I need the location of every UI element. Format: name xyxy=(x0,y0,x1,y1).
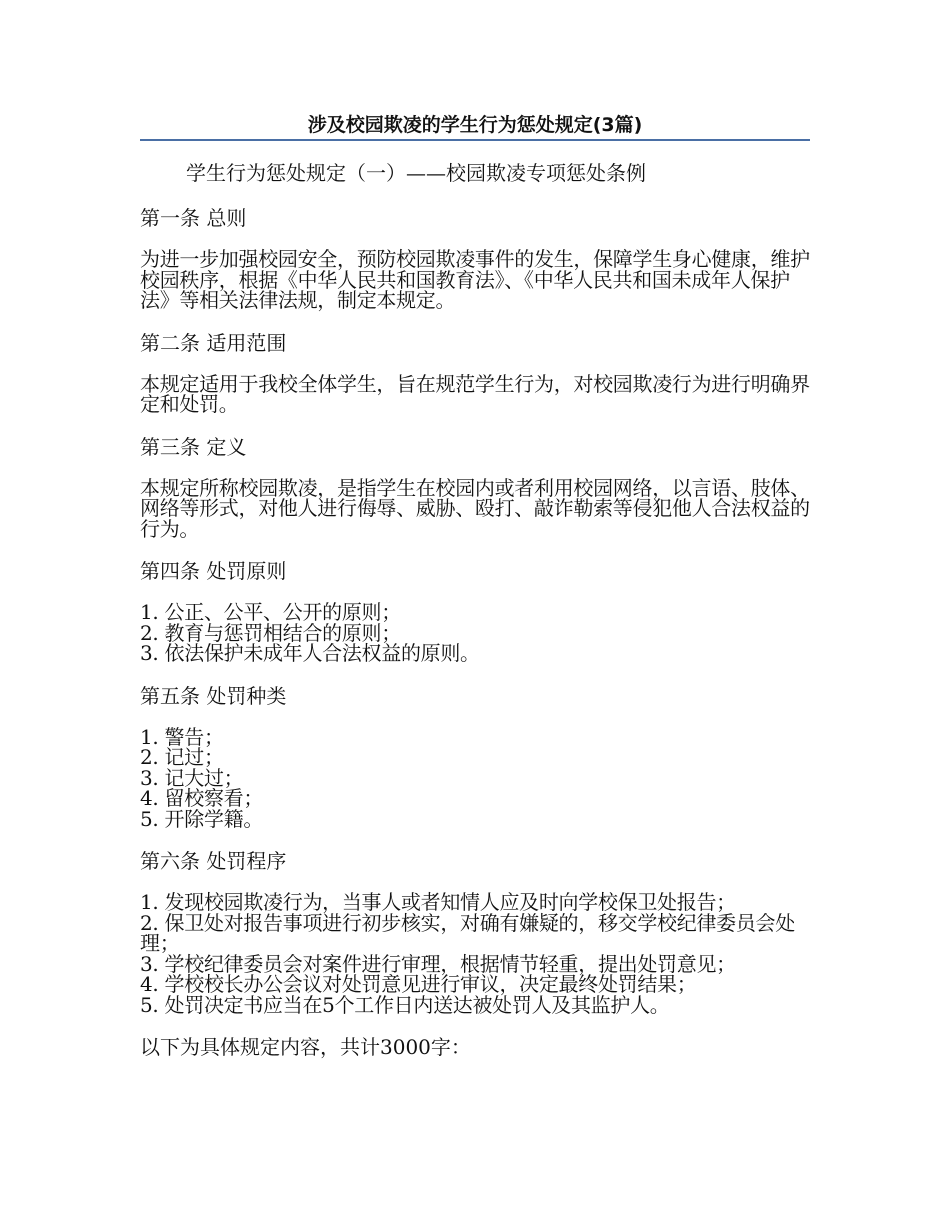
document-subtitle: 学生行为惩处规定（一）——校园欺凌专项惩处条例 xyxy=(186,161,646,185)
list-item: 2. 保卫处对报告事项进行初步核实，对确有嫌疑的，移交学校纪律委员会处理； xyxy=(140,910,795,955)
article-2-heading: 第二条 适用范围 xyxy=(140,330,287,355)
article-5-list xyxy=(140,724,810,831)
article-1-heading: 第一条 总则 xyxy=(140,206,247,230)
article-3-heading: 第三条 定义 xyxy=(140,434,247,459)
list-item: 3. 学校纪律委员会对案件进行审理，根据情节轻重，提出处罚意见； xyxy=(140,951,736,976)
article-4-heading: 第四条 处罚原则 xyxy=(140,559,287,583)
list-item: 2. 教育与惩罚相结合的原则； xyxy=(140,620,401,645)
list-item: 3. 依法保护未成年人合法权益的原则。 xyxy=(140,641,480,665)
article-3-text: 本规定所称校园欺凌，是指学生在校园内或者利用校园网络，以言语、肢体、网络等形式，对他人进行侮辱、威胁、殴打、敲诈勒索等侵犯他人合法权益的行为。 xyxy=(140,475,810,541)
list-item: 3. 记大过； xyxy=(140,765,244,790)
list-item: 5. 处罚决定书应当在5个工作日内送达被处罚人及其监护人。 xyxy=(140,992,670,1017)
list-item: 1. 警告； xyxy=(140,724,224,749)
article-6-heading: 第六条 处罚程序 xyxy=(140,849,287,873)
list-item: 4. 学校校长办公会议对处罚意见进行审议，决定最终处罚结果； xyxy=(140,972,697,996)
title-underline xyxy=(140,139,810,141)
list-item: 1. 发现校园欺凌行为，当事人或者知情人应及时向学校保卫处报告； xyxy=(140,890,736,914)
article-2-text: 本规定适用于我校全体学生，旨在规范学生行为，对校园欺凌行为进行明确界定和处罚。 xyxy=(140,371,810,416)
list-item: 4. 留校察看； xyxy=(140,786,264,810)
document-body xyxy=(140,160,810,1058)
list-item: 5. 开除学籍。 xyxy=(140,806,264,831)
list-item: 2. 记过； xyxy=(140,745,224,769)
article-4-list xyxy=(140,602,810,664)
article-6-list xyxy=(140,892,810,1015)
closing-line: 以下为具体规定内容，共计3000字： xyxy=(140,1035,471,1059)
article-5-heading: 第五条 处罚种类 xyxy=(140,683,287,708)
list-item: 1. 公正、公平、公开的原则； xyxy=(140,600,401,624)
document-title: 涉及校园欺凌的学生行为惩处规定(3篇) xyxy=(307,114,643,136)
article-1-text: 为进一步加强校园安全，预防校园欺凌事件的发生，保障学生身心健康，维护校园秩序，根据《中华人民共和国教育法》、《中华人民共和国未成年人保护法》等相关法律法规，制定本规定。 xyxy=(140,247,810,312)
